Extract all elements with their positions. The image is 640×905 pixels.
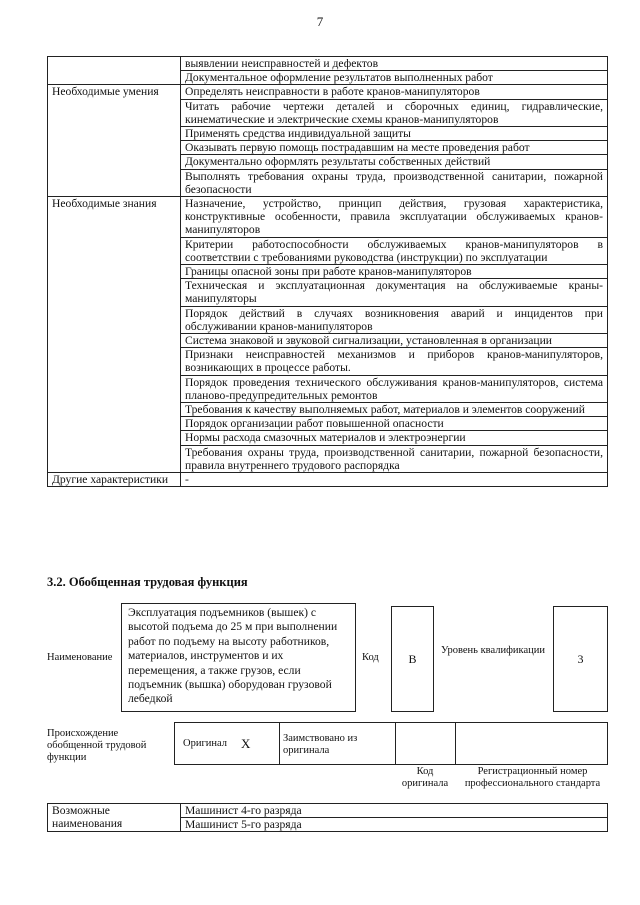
code-label: Код bbox=[362, 652, 379, 663]
row-item: Границы опасной зоны при работе кранов-манипуляторов bbox=[181, 265, 608, 279]
row-item: Читать рабочие чертежи деталей и сборочных единиц, гидравлические, кинематические и электрические схемы кранов-манипуляторов bbox=[181, 99, 608, 126]
row-item: Требования охраны труда, производственной санитарии, пожарной безопасности, правила внутреннего трудового распорядка bbox=[181, 445, 608, 472]
level-value: 3 bbox=[577, 651, 584, 666]
row-item: Система знаковой и звуковой сигнализации, установленная в организации bbox=[181, 334, 608, 348]
row-item: Документальное оформление результатов выполненных работ bbox=[181, 71, 608, 85]
row-item: Признаки неисправностей механизмов и приборов кранов-манипуляторов, возникающих в процессе работы. bbox=[181, 348, 608, 375]
table-row bbox=[48, 197, 608, 238]
code-original-caption: Код оригинала bbox=[401, 766, 449, 789]
table-row bbox=[48, 85, 608, 99]
row-item: Техническая и эксплуатационная документация на обслуживаемые краны-манипуляторы bbox=[181, 279, 608, 306]
function-name-value: Эксплуатация подъемников (вышек) с высотой подъема до 25 м при выполнении работ по подъему на высоту работников, материалов, инструментов и их перемещения, а также грузов, если подъемник (вышка) оборудован грузовой лебедкой bbox=[128, 606, 338, 706]
row-item: Назначение, устройство, принцип действия, грузовая характеристика, конструктивные особенности, правила эксплуатации обслуживаемых кранов-манипуляторов bbox=[181, 197, 608, 238]
row-item: Порядок организации работ повышенной опасности bbox=[181, 417, 608, 431]
table-row bbox=[48, 473, 608, 487]
row-item: Документально оформлять результаты собственных действий bbox=[181, 155, 608, 169]
page-number: 7 bbox=[316, 14, 324, 29]
name-item: Машинист 4-го разряда bbox=[181, 804, 608, 818]
original-mark: X bbox=[241, 736, 251, 751]
borrowed-label: Заимствовано из оригинала bbox=[283, 733, 358, 756]
row-item: Требования к качеству выполняемых работ, материалов и элементов сооружений bbox=[181, 403, 608, 417]
level-box bbox=[553, 606, 608, 712]
row-item: - bbox=[181, 473, 608, 487]
requirements-table bbox=[47, 56, 608, 487]
row-label: Необходимые умения bbox=[48, 85, 181, 197]
code-box bbox=[391, 606, 434, 712]
names-table bbox=[47, 803, 608, 832]
row-item: Критерии работоспособности обслуживаемых кранов-манипуляторов в соответствии с требованиями руководства (инструкции) по эксплуатации bbox=[181, 237, 608, 264]
code-value: B bbox=[408, 651, 417, 666]
original-label: Оригинал bbox=[183, 738, 227, 749]
row-item: Нормы расхода смазочных материалов и электроэнергии bbox=[181, 431, 608, 445]
row-label: Необходимые знания bbox=[48, 197, 181, 473]
row-item: Порядок действий в случаях возникновения аварий и инцидентов при обслуживании кранов-манипуляторов bbox=[181, 306, 608, 333]
name-label: Наименование bbox=[47, 652, 113, 663]
row-item: Выполнять требования охраны труда, производственной санитарии, пожарной безопасности bbox=[181, 169, 608, 196]
row-label: Другие характеристики bbox=[48, 473, 181, 487]
row-item: Применять средства индивидуальной защиты bbox=[181, 127, 608, 141]
row-item: Определять неисправности в работе кранов-манипуляторов bbox=[181, 85, 608, 99]
name-item: Машинист 5-го разряда bbox=[181, 818, 608, 832]
row-label bbox=[48, 57, 181, 85]
origin-row bbox=[174, 722, 608, 765]
row-item: выявлении неисправностей и дефектов bbox=[181, 57, 608, 71]
names-label: Возможные наименования bbox=[48, 804, 181, 832]
table-row bbox=[48, 804, 608, 818]
reg-number-caption: Регистрационный номер профессионального стандарта bbox=[464, 766, 601, 789]
row-item: Порядок проведения технического обслуживания кранов-манипуляторов, система планово-предупредительных ремонтов bbox=[181, 375, 608, 402]
function-name-box bbox=[121, 603, 356, 712]
origin-label: Происхождение обобщенной трудовой функции bbox=[47, 728, 147, 763]
row-item: Оказывать первую помощь пострадавшим на месте проведения работ bbox=[181, 141, 608, 155]
section-title: 3.2. Обобщенная трудовая функция bbox=[47, 575, 248, 589]
table-row bbox=[48, 57, 608, 71]
level-label: Уровень квалификации bbox=[440, 645, 545, 656]
